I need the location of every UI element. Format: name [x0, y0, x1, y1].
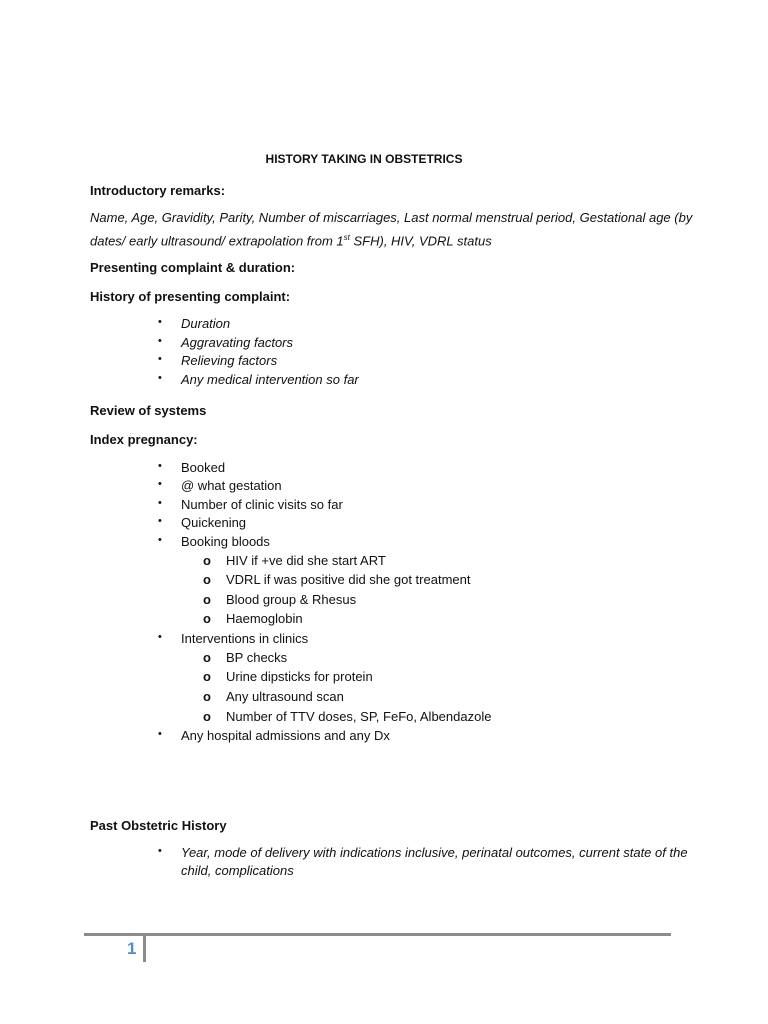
sub-bullet-icon: o [203, 592, 211, 607]
booking-bloods-item: Haemoglobin [226, 611, 303, 626]
intro-line-2-pre: dates/ early ultrasound/ extrapolation from 1 [90, 233, 344, 249]
booking-bloods-item: HIV if +ve did she start ART [226, 553, 386, 568]
bullet-icon: • [158, 335, 162, 347]
hpc-item: Any medical intervention so far [181, 372, 359, 387]
past-obstetric-line-2: child, complications [181, 863, 294, 878]
index-pregnancy-item: Quickening [181, 515, 247, 530]
index-pregnancy-heading: Index pregnancy: [90, 432, 198, 447]
intro-line-2-sup: st [343, 233, 350, 242]
sub-bullet-icon: o [203, 553, 211, 568]
sub-bullet-icon: o [203, 650, 211, 665]
presenting-complaint-heading: Presenting complaint & duration: [90, 260, 296, 275]
intervention-item: Any ultrasound scan [226, 689, 344, 704]
bullet-icon: • [158, 316, 162, 328]
document-title: HISTORY TAKING IN OBSTETRICS [265, 152, 463, 166]
index-pregnancy-item: Number of clinic visits so far [181, 497, 343, 512]
hpc-heading: History of presenting complaint: [90, 289, 291, 304]
sub-bullet-icon: o [203, 669, 211, 684]
hpc-item: Aggravating factors [181, 335, 294, 350]
bullet-icon: • [158, 497, 162, 509]
booking-bloods-item: VDRL if was positive did she got treatment [226, 572, 471, 587]
bullet-icon: • [158, 372, 162, 384]
index-pregnancy-item: Booking bloods [181, 534, 270, 549]
intro-line-1: Name, Age, Gravidity, Parity, Number of miscarriages, Last normal menstrual period, Gestational age (by [90, 210, 693, 225]
booking-bloods-item: Blood group & Rhesus [226, 592, 357, 607]
index-pregnancy-item: Booked [181, 460, 226, 475]
bullet-icon: • [158, 460, 162, 472]
bullet-icon: • [158, 845, 162, 857]
sub-bullet-icon: o [203, 572, 211, 587]
footer-rule [84, 933, 671, 936]
review-of-systems-heading: Review of systems [90, 403, 207, 418]
bullet-icon: • [158, 353, 162, 365]
past-obstetric-line-1: Year, mode of delivery with indications inclusive, perinatal outcomes, current state of the [181, 845, 688, 860]
bullet-icon: • [158, 534, 162, 546]
bullet-icon: • [158, 478, 162, 490]
bullet-icon: • [158, 631, 162, 643]
intro-heading: Introductory remarks: [90, 183, 226, 198]
hpc-item: Duration [181, 316, 231, 331]
intro-line-2 [90, 228, 492, 251]
intervention-item: BP checks [226, 650, 288, 665]
intervention-item: Number of TTV doses, SP, FeFo, Albendazole [226, 709, 492, 724]
past-obstetric-heading: Past Obstetric History [90, 818, 227, 833]
bullet-icon: • [158, 728, 162, 740]
sub-bullet-icon: o [203, 689, 211, 704]
sub-bullet-icon: o [203, 709, 211, 724]
hpc-item: Relieving factors [181, 353, 278, 368]
admissions-item: Any hospital admissions and any Dx [181, 728, 390, 743]
page-number-divider [143, 936, 146, 962]
bullet-icon: • [158, 515, 162, 527]
index-pregnancy-item: @ what gestation [181, 478, 282, 493]
interventions-label: Interventions in clinics [181, 631, 309, 646]
sub-bullet-icon: o [203, 611, 211, 626]
intervention-item: Urine dipsticks for protein [226, 669, 373, 684]
intro-line-2-post: SFH), HIV, VDRL status [349, 233, 492, 249]
page-number: 1 [127, 939, 137, 958]
